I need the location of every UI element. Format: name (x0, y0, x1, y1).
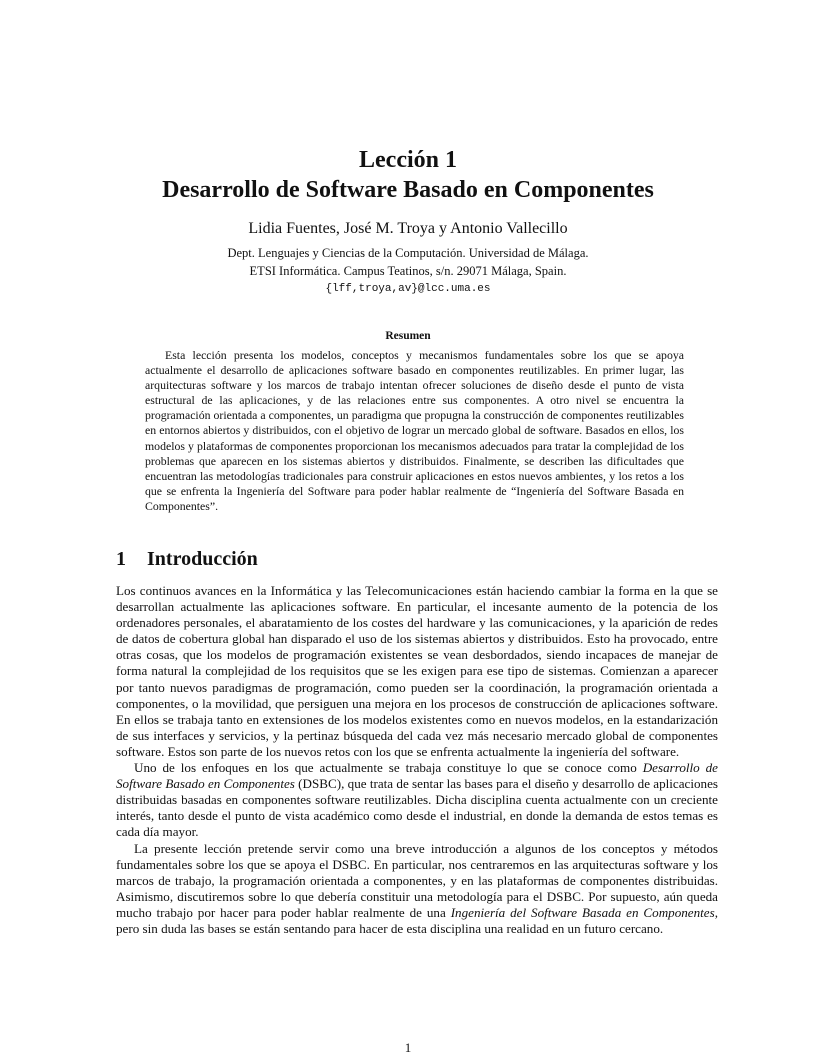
affiliation-address: ETSI Informática. Campus Teatinos, s/n. 29071 Málaga, Spain. (249, 264, 567, 278)
lesson-title: Lección 1 (359, 147, 457, 173)
author-emails: {lff,troya,av}@lcc.uma.es (325, 283, 491, 295)
authors: Lidia Fuentes, José M. Troya y Antonio Vallecillo (248, 220, 568, 237)
section-body (116, 583, 718, 937)
paragraph-3-text-start: La presente lección pretende servir como una breve introducción a algunos de los conceptos y métodos fundamentales sobre los que se apoya el DSBC. En particular, nos centraremos en las arquitecturas software y los marcos de trabajo, la programación orientada a componentes, y en las plataformas de componentes distribuidas. Asimismo, discutiremos sobre lo que debería constituir una metodología para el DSBC. Por supuesto, aún queda mucho trabajo por hacer para poder hablar realmente de una (116, 840, 718, 920)
paragraph-3 (116, 841, 718, 938)
paragraph-2 (116, 760, 718, 840)
paragraph-2-text-start: Uno de los enfoques en los que actualmente se trabaja constituye lo que se conoce como (134, 760, 643, 776)
page-number: 1 (404, 1040, 412, 1055)
abstract-heading: Resumen (385, 330, 431, 342)
paragraph-3-emphasis: Ingeniería del Software Basada en Componentes (450, 904, 715, 920)
paragraph-2-text-end: (DSBC), que trata de sentar las bases para el diseño y desarrollo de aplicaciones distribuidas basadas en componentes software reutilizables. Dicha disciplina cuenta actualmente con un creciente interés, tanto desde el punto de vista académico como desde el industrial, en donde la demanda de estos temas es cada día mayor. (116, 776, 719, 840)
paper-title: Desarrollo de Software Basado en Componentes (162, 177, 654, 203)
section-heading (116, 548, 258, 571)
section-number: 1 (116, 548, 126, 570)
section-title: Introducción (147, 548, 258, 570)
abstract-text: Esta lección presenta los modelos, conceptos y mecanismos fundamentales sobre los que se apoya actualmente el desarrollo de aplicaciones software basado en componentes reutilizables. En primer lugar, las arquitecturas software y los marcos de trabajo intentan ofrecer soluciones de diseño desde el punto de vista estructural de las aplicaciones, y de las relaciones entre sus componentes. A otro nivel se encuentra la programación orientada a componentes, un paradigma que propugna la construcción de componentes reutilizables en entornos abiertos y distribuidos, con el objetivo de lograr un mercado global de software. Basados en ellos, los modelos y plataformas de componentes proporcionan los mecanismos adecuados para tratar la complejidad de los problemas que aparecen en los sistemas abiertos y distribuidos. Finalmente, se describen las dificultades que encuentran las metodologías tradicionales para construir aplicaciones en estos nuevos ambientes, y los retos a los que se enfrenta la Ingeniería del Software para poder hablar realmente de “Ingeniería del Software Basada en Componentes”. (145, 348, 684, 513)
paragraph-1: Los continuos avances en la Informática y las Telecomunicaciones están haciendo cambiar la forma en la que se desarrollan actualmente las aplicaciones software. En particular, el incesante aumento de la potencia de los ordenadores personales, el abaratamiento de los costes del hardware y las comunicaciones, y la aparición de redes de datos de cobertura global han disparado el uso de los sistemas abiertos y distribuidos. Esto ha provocado, entre otras cosas, que los modelos de programación existentes se vean desbordados, siendo incapaces de manejar de forma natural la complejidad de los requisitos que se les exigen para ese tipo de sistemas. Comienzan a aparecer por tanto nuevos paradigmas de programación, como pueden ser la coordinación, la programación orientada a componentes, o la movilidad, que persiguen una mejora en los procesos de construcción de aplicaciones software. En ellos se trabaja tanto en extensiones de los modelos existentes como en nuevos modelos, en la estandarización de sus interfaces y servicios, y la pertinaz búsqueda del cada vez más necesario mercado global de componentes software. Estos son parte de los nuevos retos con los que se enfrenta actualmente la ingeniería del software. (116, 583, 718, 759)
affiliation-department: Dept. Lenguajes y Ciencias de la Computación. Universidad de Málaga. (227, 246, 589, 260)
paragraph-2-emphasis: Desarrollo de Software Basado en Componentes (116, 760, 718, 792)
paragraph-3-text-end: , pero sin duda las bases se están sentando para hacer de esta disciplina una realidad en un futuro cercano. (116, 904, 718, 936)
